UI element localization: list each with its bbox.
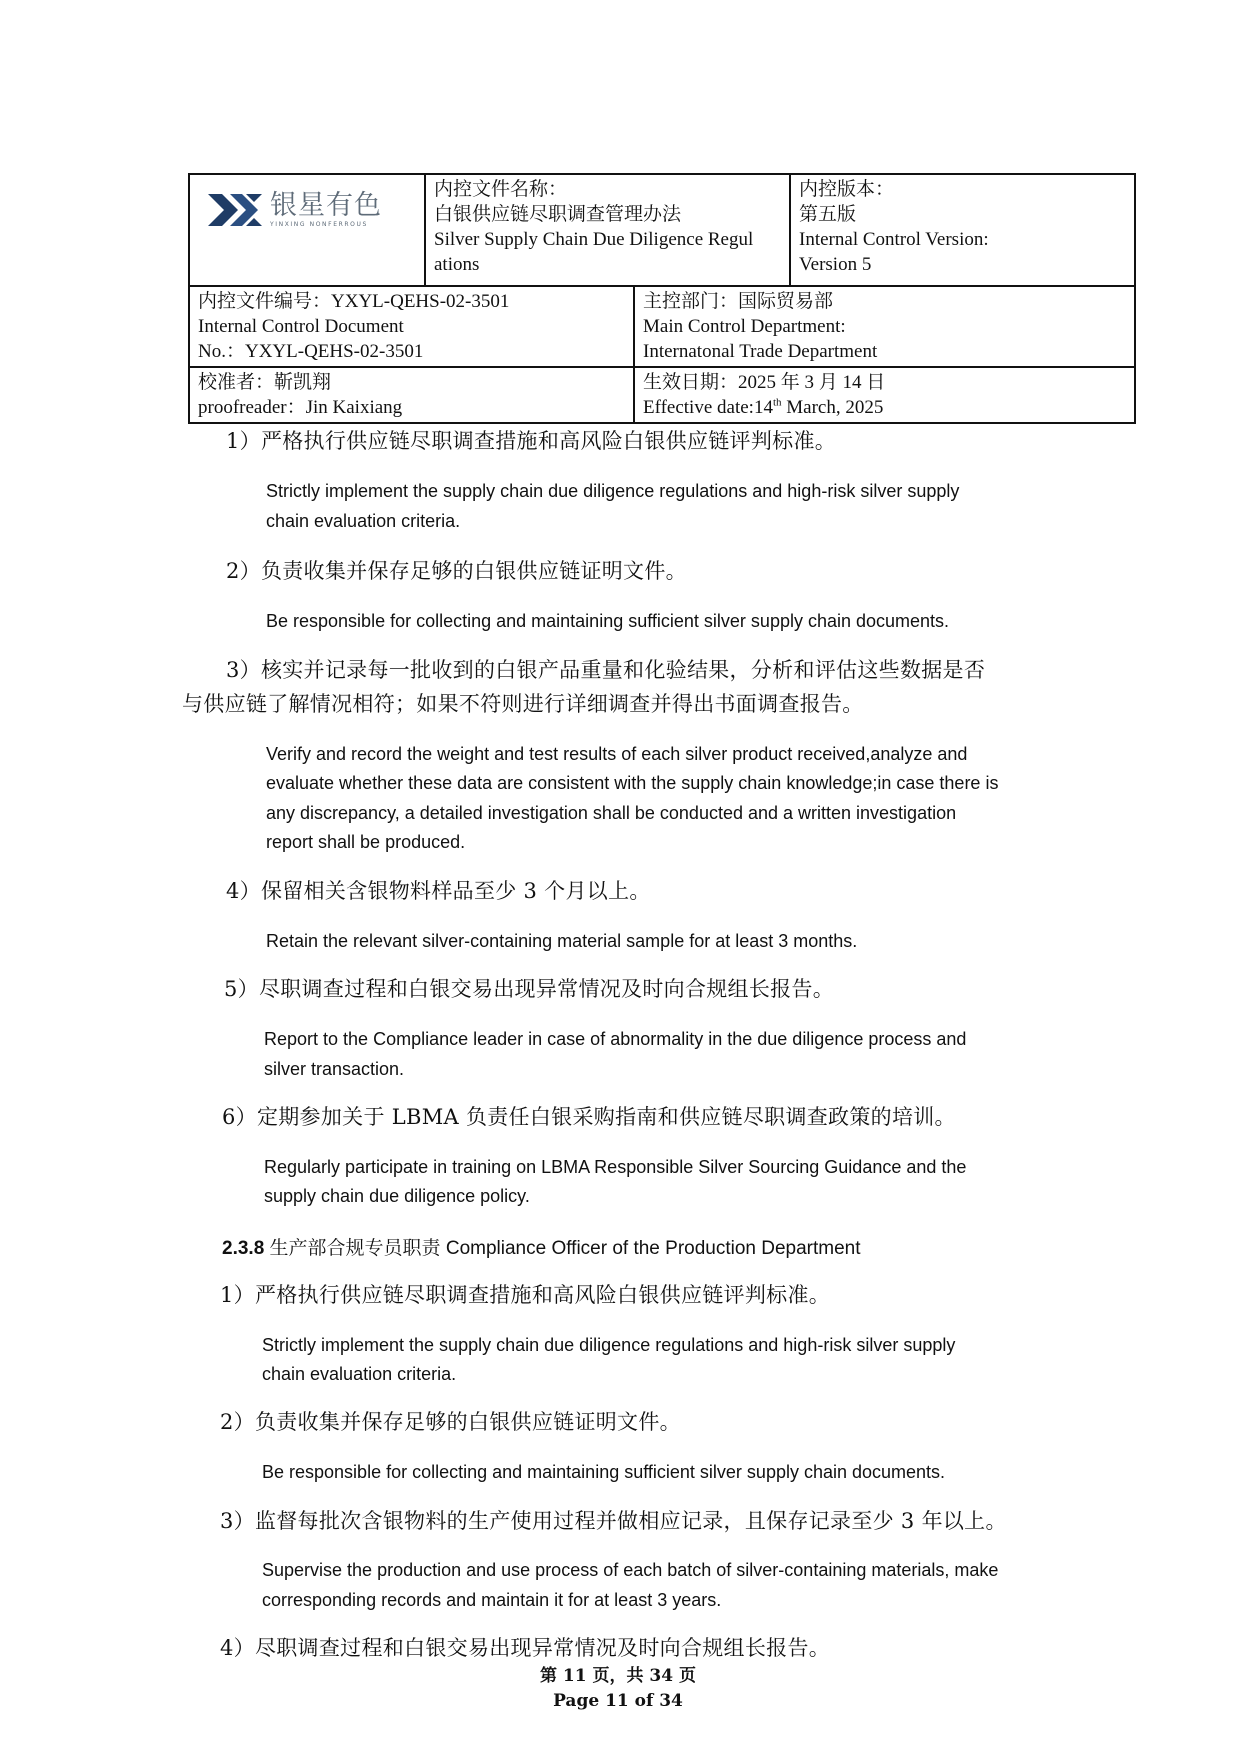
list-item-en: Verify and record the weight and test results of each silver product received,analyze and (266, 744, 968, 764)
list-item-cn: 2）负责收集并保存足够的白银供应链证明文件。 (226, 559, 687, 583)
company-logo-icon (206, 192, 264, 228)
section-title-en: Compliance Officer of the Production Department (445, 1238, 861, 1259)
department-en-label: Main Control Department: (643, 316, 846, 337)
document-header-table (188, 173, 1136, 424)
list-item-cn: 2）负责收集并保存足够的白银供应链证明文件。 (220, 1410, 681, 1434)
list-item-en: Report to the Compliance leader in case of abnormality in the due diligence process and (264, 1029, 967, 1049)
list-item-en: corresponding records and maintain it for at least 3 years. (262, 1590, 722, 1610)
logo-chinese-name: 银星有色 (270, 190, 382, 221)
list-item-en: Retain the relevant silver-containing material sample for at least 3 months. (266, 931, 858, 951)
version-cn: 第五版 (799, 204, 857, 225)
list-item-cn: 4）保留相关含银物料样品至少 3 个月以上。 (226, 879, 651, 903)
logo-english-name: YINXING NONFERROUS (270, 221, 368, 228)
effective-date-cell (634, 367, 1135, 423)
version-en: Version 5 (799, 254, 872, 275)
effective-date-cn: 生效日期：2025 年 3 月 14 日 (643, 372, 886, 393)
version-label-cn: 内控版本： (799, 179, 895, 200)
list-item-cn: 1）严格执行供应链尽职调查措施和高风险白银供应链评判标准。 (226, 429, 837, 453)
doc-number-en: No.：YXYL-QEHS-02-3501 (198, 341, 424, 362)
section-number: 2.3.8 (222, 1238, 265, 1259)
section-title-cn: 生产部合规专员职责 (269, 1237, 441, 1259)
doc-number-cell (189, 286, 634, 367)
proofreader-cell (189, 367, 634, 423)
doc-name-en-continued: ations (434, 254, 480, 275)
list-item-cn: 4）尽职调查过程和白银交易出现异常情况及时向合规组长报告。 (220, 1636, 831, 1660)
version-label-en: Internal Control Version: (799, 229, 989, 250)
list-item-cn: 3）核实并记录每一批收到的白银产品重量和化验结果，分析和评估这些数据是否 (226, 658, 986, 682)
section-heading-2-3-8 (222, 1233, 861, 1264)
proofreader-en: proofreader：Jin Kaixiang (198, 397, 403, 418)
list-item-en: report shall be produced. (266, 832, 466, 852)
page-number-cn: 第 11 页，共 34 页 (540, 1666, 696, 1686)
list-item-cn: 5）尽职调查过程和白银交易出现异常情况及时向合规组长报告。 (224, 977, 835, 1001)
list-item-en: Strictly implement the supply chain due diligence regulations and high-risk silver supply (266, 481, 960, 501)
list-item-cn: 6）定期参加关于 LBMA 负责任白银采购指南和供应链尽职调查政策的培训。 (222, 1105, 956, 1129)
company-logo (206, 191, 416, 229)
version-cell (790, 174, 1135, 286)
logo-cell (189, 174, 425, 286)
effective-date-en: Effective date:14th March, 2025 (643, 396, 884, 418)
list-item-en: Regularly participate in training on LBMA Responsible Silver Sourcing Guidance and the (264, 1157, 967, 1177)
list-item-cn: 1）严格执行供应链尽职调查措施和高风险白银供应链评判标准。 (220, 1283, 831, 1307)
list-item-en: Strictly implement the supply chain due diligence regulations and high-risk silver supply (262, 1335, 956, 1355)
doc-number-en-label: Internal Control Document (198, 316, 404, 337)
list-item-en: silver transaction. (264, 1059, 405, 1079)
list-item-cn: 3）监督每批次含银物料的生产使用过程并做相应记录，且保存记录至少 3 年以上。 (220, 1509, 1007, 1533)
doc-name-label: 内控文件名称： (434, 179, 568, 200)
list-item-en: Supervise the production and use process of each batch of silver-containing materials, make (262, 1560, 999, 1580)
proofreader-cn: 校准者：靳凯翔 (198, 372, 332, 393)
department-cell (634, 286, 1135, 367)
list-item-en: any discrepancy, a detailed investigation shall be conducted and a written investigation (266, 803, 957, 823)
list-item-en: chain evaluation criteria. (262, 1364, 457, 1384)
department-cn: 主控部门：国际贸易部 (643, 291, 834, 312)
list-item-en: Be responsible for collecting and maintaining sufficient silver supply chain documents. (266, 611, 950, 631)
doc-name-cn: 白银供应链尽职调查管理办法 (434, 204, 682, 225)
list-item-en: chain evaluation criteria. (266, 511, 461, 531)
page-number-en: Page 11 of 34 (553, 1691, 683, 1711)
department-en: Internatonal Trade Department (643, 341, 878, 362)
doc-name-cell (425, 174, 790, 286)
doc-name-en: Silver Supply Chain Due Diligence Regul (434, 229, 754, 250)
list-item-cn-continued: 与供应链了解情况相符；如果不符则进行详细调查并得出书面调查报告。 (182, 692, 864, 716)
list-item-en: supply chain due diligence policy. (264, 1186, 530, 1206)
doc-number-cn: 内控文件编号：YXYL-QEHS-02-3501 (198, 291, 510, 312)
list-item-en: evaluate whether these data are consistent with the supply chain knowledge;in case there is (266, 773, 999, 793)
list-item-en: Be responsible for collecting and maintaining sufficient silver supply chain documents. (262, 1462, 946, 1482)
